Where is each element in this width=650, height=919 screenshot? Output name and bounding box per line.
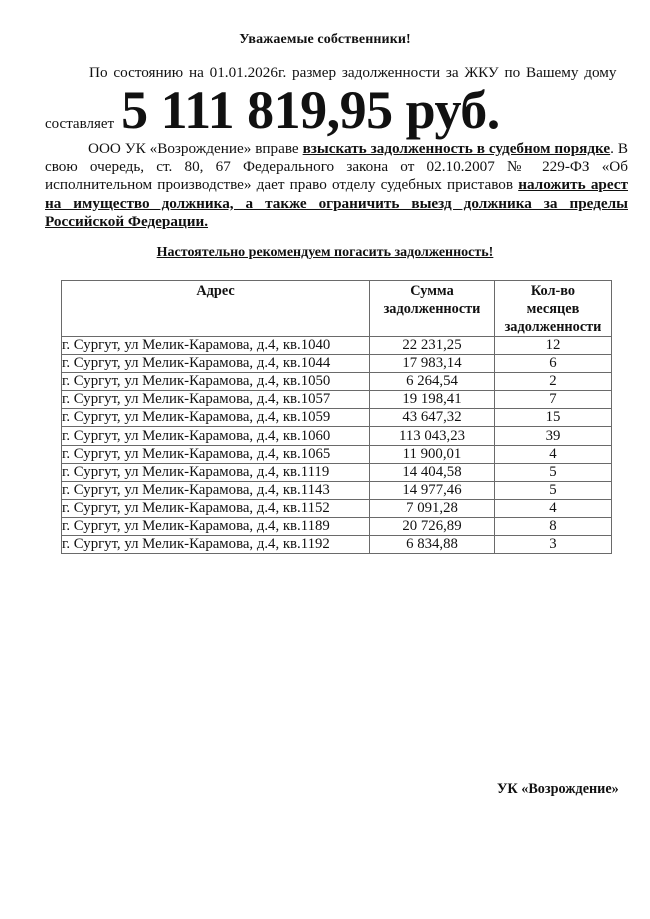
cell-sum: 20 726,89 [370, 517, 495, 535]
cell-sum: 17 983,14 [370, 355, 495, 373]
cell-address: г. Сургут, ул Мелик-Карамова, д.4, кв.1152 [62, 499, 370, 517]
notice-text-1: ООО УК «Возрождение» вправе [88, 140, 303, 157]
cell-sum: 11 900,01 [370, 445, 495, 463]
cell-sum: 43 647,32 [370, 409, 495, 427]
cell-months: 12 [495, 337, 612, 355]
cell-address: г. Сургут, ул Мелик-Карамова, д.4, кв.1189 [62, 517, 370, 535]
header-months: Кол-во месяцев задолженности [495, 281, 612, 337]
cell-months: 15 [495, 409, 612, 427]
cell-months: 3 [495, 536, 612, 554]
table-row [62, 337, 612, 355]
cell-months: 2 [495, 373, 612, 391]
cell-sum: 19 198,41 [370, 391, 495, 409]
cell-months: 5 [495, 481, 612, 499]
notice-emphasis-arrest: наложить арест на имущество должника, а также ограничить выезд должника за пределы Российской Федерации. [45, 176, 629, 230]
cell-address: г. Сургут, ул Мелик-Карамова, д.4, кв.1065 [62, 445, 370, 463]
table-row [62, 391, 612, 409]
cell-sum: 6 834,88 [370, 536, 495, 554]
signature: УК «Возрождение» [497, 781, 619, 797]
table-row [62, 481, 612, 499]
table-row [62, 445, 612, 463]
table-row [62, 355, 612, 373]
cell-months: 4 [495, 499, 612, 517]
table-row [62, 517, 612, 535]
cell-address: г. Сургут, ул Мелик-Карамова, д.4, кв.1040 [62, 337, 370, 355]
header-sum: Сумма задолженности [370, 281, 495, 337]
header-address: Адрес [62, 281, 370, 337]
cell-sum: 14 404,58 [370, 463, 495, 481]
intro-text: По состоянию на 01.01.2026г. размер задолженности за ЖКУ по Вашему дому [89, 64, 617, 81]
notice-emphasis-court: взыскать задолженность в судебном порядке [302, 140, 611, 157]
total-prefix: составляет [45, 116, 115, 132]
table-row [62, 409, 612, 427]
cell-months: 39 [495, 427, 612, 445]
greeting-heading: Уважаемые собственники! [239, 32, 411, 47]
table-header-row [62, 281, 612, 337]
cell-address: г. Сургут, ул Мелик-Карамова, д.4, кв.1060 [62, 427, 370, 445]
cell-address: г. Сургут, ул Мелик-Карамова, д.4, кв.1192 [62, 536, 370, 554]
cell-months: 5 [495, 463, 612, 481]
cell-months: 8 [495, 517, 612, 535]
recommendation-heading: Настоятельно рекомендуем погасить задолженность! [156, 245, 494, 260]
cell-address: г. Сургут, ул Мелик-Карамова, д.4, кв.1044 [62, 355, 370, 373]
table-row [62, 427, 612, 445]
cell-sum: 22 231,25 [370, 337, 495, 355]
total-debt-line [45, 80, 500, 140]
table-row [62, 463, 612, 481]
cell-address: г. Сургут, ул Мелик-Карамова, д.4, кв.1119 [62, 463, 370, 481]
debts-table [61, 280, 612, 554]
cell-address: г. Сургут, ул Мелик-Карамова, д.4, кв.1143 [62, 481, 370, 499]
cell-address: г. Сургут, ул Мелик-Карамова, д.4, кв.1059 [62, 409, 370, 427]
cell-address: г. Сургут, ул Мелик-Карамова, д.4, кв.1057 [62, 391, 370, 409]
cell-sum: 6 264,54 [370, 373, 495, 391]
cell-months: 7 [495, 391, 612, 409]
table-row [62, 373, 612, 391]
table-row [62, 499, 612, 517]
notice-text-2: . В свою очередь, ст. 80, 67 Федерального закона от 02.10.2007 № 229-ФЗ «Об исполнительном производстве» дает право отделу судебных приставов [45, 140, 628, 194]
cell-address: г. Сургут, ул Мелик-Карамова, д.4, кв.1050 [62, 373, 370, 391]
table-row [62, 536, 612, 554]
total-debt-amount: 5 111 819,95 руб. [121, 80, 500, 140]
cell-months: 4 [495, 445, 612, 463]
cell-sum: 14 977,46 [370, 481, 495, 499]
cell-months: 6 [495, 355, 612, 373]
cell-sum: 7 091,28 [370, 499, 495, 517]
legal-notice-paragraph [45, 140, 628, 231]
cell-sum: 113 043,23 [370, 427, 495, 445]
